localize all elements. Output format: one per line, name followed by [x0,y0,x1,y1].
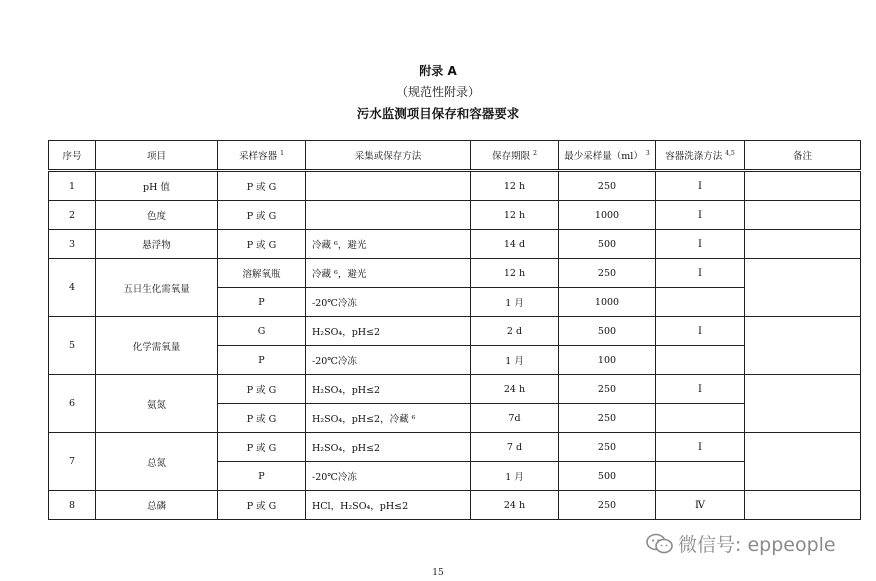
cell-wash [656,346,745,375]
cell-period: 24 h [471,375,559,404]
cell-wash: Ⅳ [656,491,745,520]
cell-volume: 500 [559,230,656,259]
cell-item: 总氮 [96,433,218,491]
cell-wash: Ⅰ [656,230,745,259]
header-remark: 备注 [745,141,861,171]
cell-method: H₂SO₄，pH≤2，冷藏 ⁶ [306,404,471,433]
cell-remark [745,433,861,491]
cell-wash [656,404,745,433]
cell-method: H₂SO₄，pH≤2 [306,375,471,404]
cell-volume: 250 [559,491,656,520]
cell-wash: Ⅰ [656,433,745,462]
cell-no: 3 [49,230,96,259]
cell-volume: 250 [559,259,656,288]
cell-remark [745,230,861,259]
cell-no: 7 [49,433,96,491]
cell-item: 五日生化需氧量 [96,259,218,317]
table-row [49,491,861,520]
normative-label: （规范性附录） [395,85,480,99]
cell-volume: 250 [559,433,656,462]
cell-container: P [218,462,306,491]
cell-volume: 250 [559,375,656,404]
cell-container: G [218,317,306,346]
cell-method: -20℃冷冻 [306,346,471,375]
header-period: 保存期限 $^2$ [471,141,559,171]
cell-container: P 或 G [218,491,306,520]
cell-container: 溶解氧瓶 [218,259,306,288]
cell-volume: 500 [559,317,656,346]
cell-period: 12 h [471,201,559,230]
cell-container: P [218,288,306,317]
watermark-text: 微信号: eppeople [678,534,836,556]
cell-method [306,201,471,230]
cell-remark [745,491,861,520]
cell-no: 5 [49,317,96,375]
cell-wash: Ⅰ [656,317,745,346]
header-container: 采样容器 $^1$ [218,141,306,171]
header-volume: 最少采样量（ml） $^3$ [559,141,656,171]
cell-container: P 或 G [218,404,306,433]
cell-period: 7 d [471,433,559,462]
cell-container: P 或 G [218,433,306,462]
cell-period: 1 月 [471,462,559,491]
cell-method: H₂SO₄，pH≤2 [306,433,471,462]
cell-container: P 或 G [218,171,306,201]
cell-item: 色度 [96,201,218,230]
cell-remark [745,201,861,230]
cell-remark [745,317,861,375]
cell-method [306,171,471,201]
cell-wash: Ⅰ [656,259,745,288]
cell-wash: Ⅰ [656,171,745,201]
table-row [49,433,861,462]
header-method: 采集或保存方法 [306,141,471,171]
storage-requirements-table [48,140,861,520]
cell-container: P 或 G [218,201,306,230]
cell-period: 1 月 [471,288,559,317]
cell-remark [745,171,861,201]
header-wash: 容器洗涤方法 $^{4,5}$ [656,141,745,171]
appendix-label: 附录 A [419,64,457,78]
table-row [49,201,861,230]
cell-item: 悬浮物 [96,230,218,259]
cell-wash: Ⅰ [656,375,745,404]
table-title: 污水监测项目保存和容器要求 [356,106,520,121]
table-row [49,171,861,201]
cell-period: 2 d [471,317,559,346]
cell-method: -20℃冷冻 [306,288,471,317]
header-item: 项目 [96,141,218,171]
cell-no: 8 [49,491,96,520]
cell-wash: Ⅰ [656,201,745,230]
table-header-row [49,141,861,171]
cell-item: 总磷 [96,491,218,520]
cell-no: 1 [49,171,96,201]
page-number: 15 [432,568,444,578]
cell-no: 4 [49,259,96,317]
cell-item: 化学需氧量 [96,317,218,375]
cell-remark [745,259,861,317]
cell-period: 12 h [471,259,559,288]
cell-volume: 100 [559,346,656,375]
cell-container: P 或 G [218,230,306,259]
cell-container: P [218,346,306,375]
cell-no: 6 [49,375,96,433]
cell-volume: 250 [559,171,656,201]
table-row [49,259,861,288]
cell-item: 氨氮 [96,375,218,433]
cell-period: 7d [471,404,559,433]
cell-period: 14 d [471,230,559,259]
cell-period: 12 h [471,171,559,201]
cell-period: 24 h [471,491,559,520]
cell-no: 2 [49,201,96,230]
cell-volume: 500 [559,462,656,491]
cell-volume: 1000 [559,201,656,230]
cell-wash [656,288,745,317]
cell-wash [656,462,745,491]
cell-method: H₂SO₄，pH≤2 [306,317,471,346]
cell-remark [745,375,861,433]
cell-method: HCl，H₂SO₄，pH≤2 [306,491,471,520]
cell-method: -20℃冷冻 [306,462,471,491]
wechat-icon [646,533,674,555]
cell-item: pH 值 [96,171,218,201]
cell-volume: 1000 [559,288,656,317]
cell-method: 冷藏 ⁶，避光 [306,230,471,259]
header-no: 序号 [49,141,96,171]
table-row [49,317,861,346]
table-row [49,230,861,259]
watermark [646,530,836,557]
cell-volume: 250 [559,404,656,433]
cell-container: P 或 G [218,375,306,404]
cell-method: 冷藏 ⁶，避光 [306,259,471,288]
table-row [49,375,861,404]
cell-period: 1 月 [471,346,559,375]
